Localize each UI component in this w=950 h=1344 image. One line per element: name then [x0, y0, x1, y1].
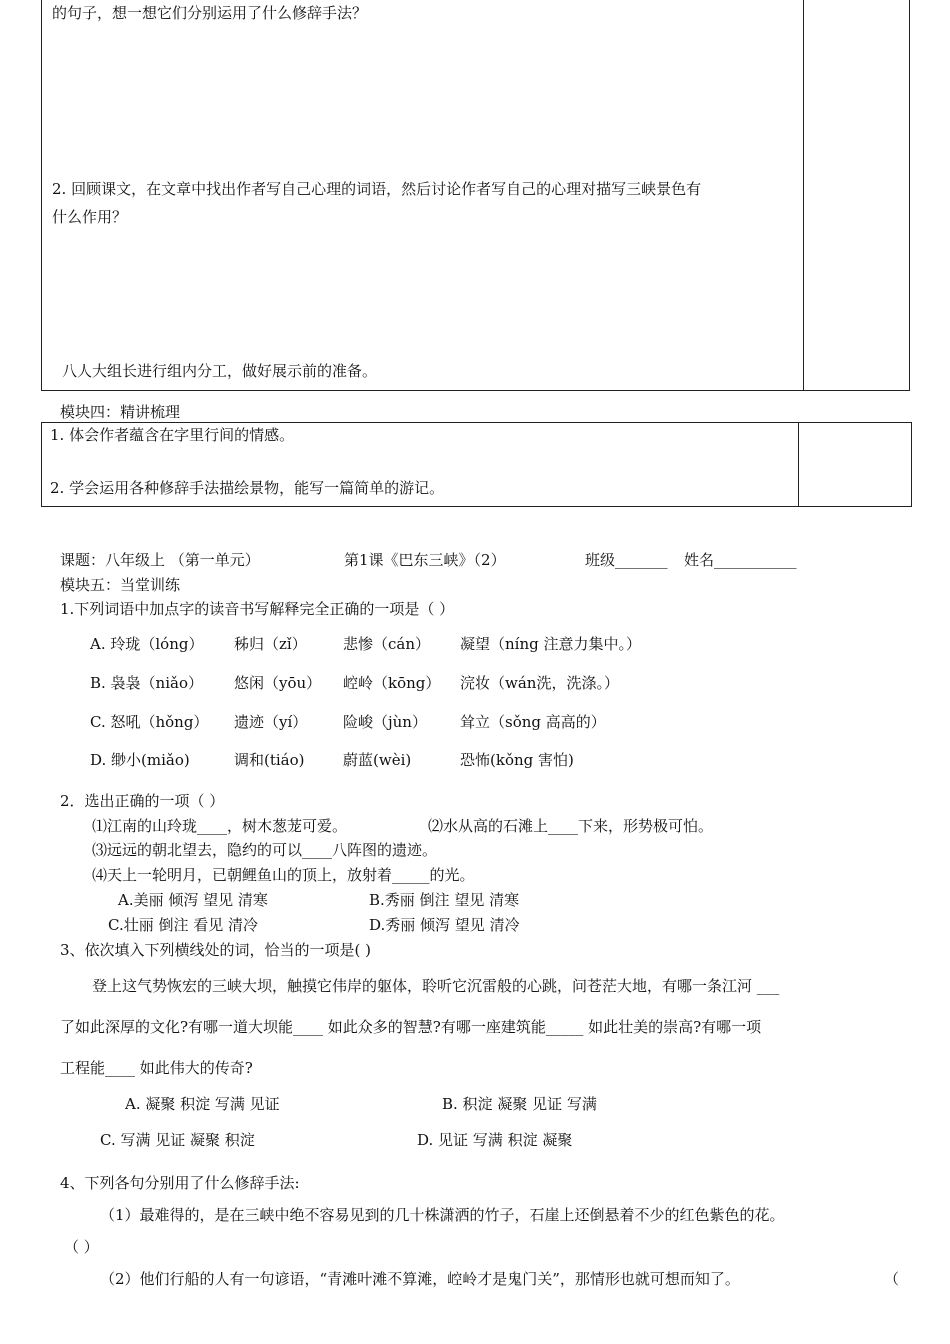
q4-sentence-1: （1）最难得的，是在三峡中绝不容易见到的几十株潇洒的竹子，石崖上还倒悬着不少的红色紫色的花。: [100, 1206, 785, 1224]
q2-sentence-3: ⑶远远的朝北望去，隐约的可以____八阵图的遗迹。: [92, 841, 438, 859]
q1-stem: 1.下列词语中加点字的读音书写解释完全正确的一项是（ ）: [60, 600, 455, 618]
q1-option-b-3: 崆岭（kōng）: [343, 674, 441, 692]
q2-option-a: A.美丽 倾泻 望见 清寒: [118, 891, 268, 909]
q1-option-d-4: 恐怖(kǒng 害怕): [460, 751, 574, 769]
lesson-title: 第1课《巴东三峡》（2）: [344, 551, 506, 569]
q3-passage-line1: 登上这气势恢宏的三峡大坝，触摸它伟岸的躯体，聆听它沉雷般的心跳，问苍茫大地，有哪一条江河 ___: [92, 977, 780, 995]
q1-option-a-2: 秭归（zǐ）: [234, 635, 307, 653]
q3-stem: 3、依次填入下列横线处的词，恰当的一项是( ): [60, 941, 372, 959]
q1-option-a-1: A. 玲珑（lóng）: [90, 635, 204, 653]
table1-q2-line1: 2. 回顾课文，在文章中找出作者写自己心理的词语，然后讨论作者写自己的心理对描写三峡景色有: [52, 180, 702, 198]
table1-line0: 的句子，想一想它们分别运用了什么修辞手法？: [52, 4, 368, 22]
q3-passage-line3: 工程能____ 如此伟大的传奇?: [60, 1059, 253, 1077]
q4-sentence-2-answer: （: [884, 1270, 900, 1288]
table1-note: 八人大组长进行组内分工，做好展示前的准备。: [62, 362, 378, 380]
module4-item2: 2. 学会运用各种修辞手法描绘景物，能写一篇简单的游记。: [50, 479, 445, 497]
q4-sentence-2: （2）他们行船的人有一句谚语，“青滩叶滩不算滩，崆岭才是鬼门关”，那情形也就可想而知了。: [100, 1270, 740, 1288]
q1-option-d-2: 调和(tiáo): [234, 751, 305, 769]
q2-option-d: D.秀丽 倾泻 望见 清冷: [369, 916, 520, 934]
table1-q2-line2: 什么作用？: [52, 208, 128, 226]
q2-sentence-4: ⑷天上一轮明月，已朝鲤鱼山的顶上，放射着_____的光。: [92, 866, 475, 884]
q1-option-b-4: 浣妆（wán洗，洗涤。）: [460, 674, 619, 692]
q1-option-a-3: 悲惨（cán）: [343, 635, 431, 653]
class-field: 班级_______: [585, 551, 668, 569]
name-field: 姓名___________: [684, 551, 797, 569]
q1-option-c-3: 险峻（jùn）: [343, 713, 427, 731]
module4-item1: 1. 体会作者蕴含在字里行间的情感。: [50, 426, 295, 444]
table2-divider: [798, 422, 799, 507]
table1-divider: [803, 0, 804, 391]
q3-option-c: C. 写满 见证 凝聚 积淀: [100, 1131, 255, 1149]
q1-option-b-2: 悠闲（yōu）: [234, 674, 322, 692]
q2-option-c: C.壮丽 倒注 看见 清冷: [108, 916, 259, 934]
q1-option-c-2: 遗迹（yí）: [234, 713, 308, 731]
q1-option-b-1: B. 袅袅（niǎo）: [90, 674, 203, 692]
module5-title: 模块五：当堂训练: [60, 576, 181, 594]
q1-option-a-4: 凝望（níng 注意力集中。）: [460, 635, 641, 653]
q1-option-d-1: D. 缈小(miǎo): [90, 751, 190, 769]
q3-passage-line2: 了如此深厚的文化?有哪一道大坝能____ 如此众多的智慧?有哪一座建筑能_____ 如此壮美的崇高?有哪一项: [60, 1018, 762, 1036]
module4-title: 模块四：精讲梳理: [60, 403, 181, 421]
q3-option-a: A. 凝聚 积淀 写满 见证: [125, 1095, 280, 1113]
q2-sentence-1: ⑴江南的山玲珑____，树木葱茏可爱。: [92, 817, 348, 835]
q2-stem: 2．选出正确的一项（ ）: [60, 792, 225, 810]
q1-option-c-4: 耸立（sǒng 高高的）: [460, 713, 606, 731]
q4-stem: 4、下列各句分别用了什么修辞手法:: [60, 1174, 300, 1192]
lesson-topic: 课题：八年级上 （第一单元）: [60, 551, 260, 569]
q2-sentence-2: ⑵水从高的石滩上____下来，形势极可怕。: [428, 817, 714, 835]
q4-sentence-1-answer: （ ）: [64, 1238, 99, 1256]
q2-option-b: B.秀丽 倒注 望见 清寒: [369, 891, 520, 909]
q1-option-c-1: C. 怒吼（hǒng）: [90, 713, 209, 731]
q3-option-b: B. 积淀 凝聚 见证 写满: [442, 1095, 597, 1113]
q3-option-d: D. 见证 写满 积淀 凝聚: [417, 1131, 573, 1149]
q1-option-d-3: 蔚蓝(wèi): [343, 751, 412, 769]
